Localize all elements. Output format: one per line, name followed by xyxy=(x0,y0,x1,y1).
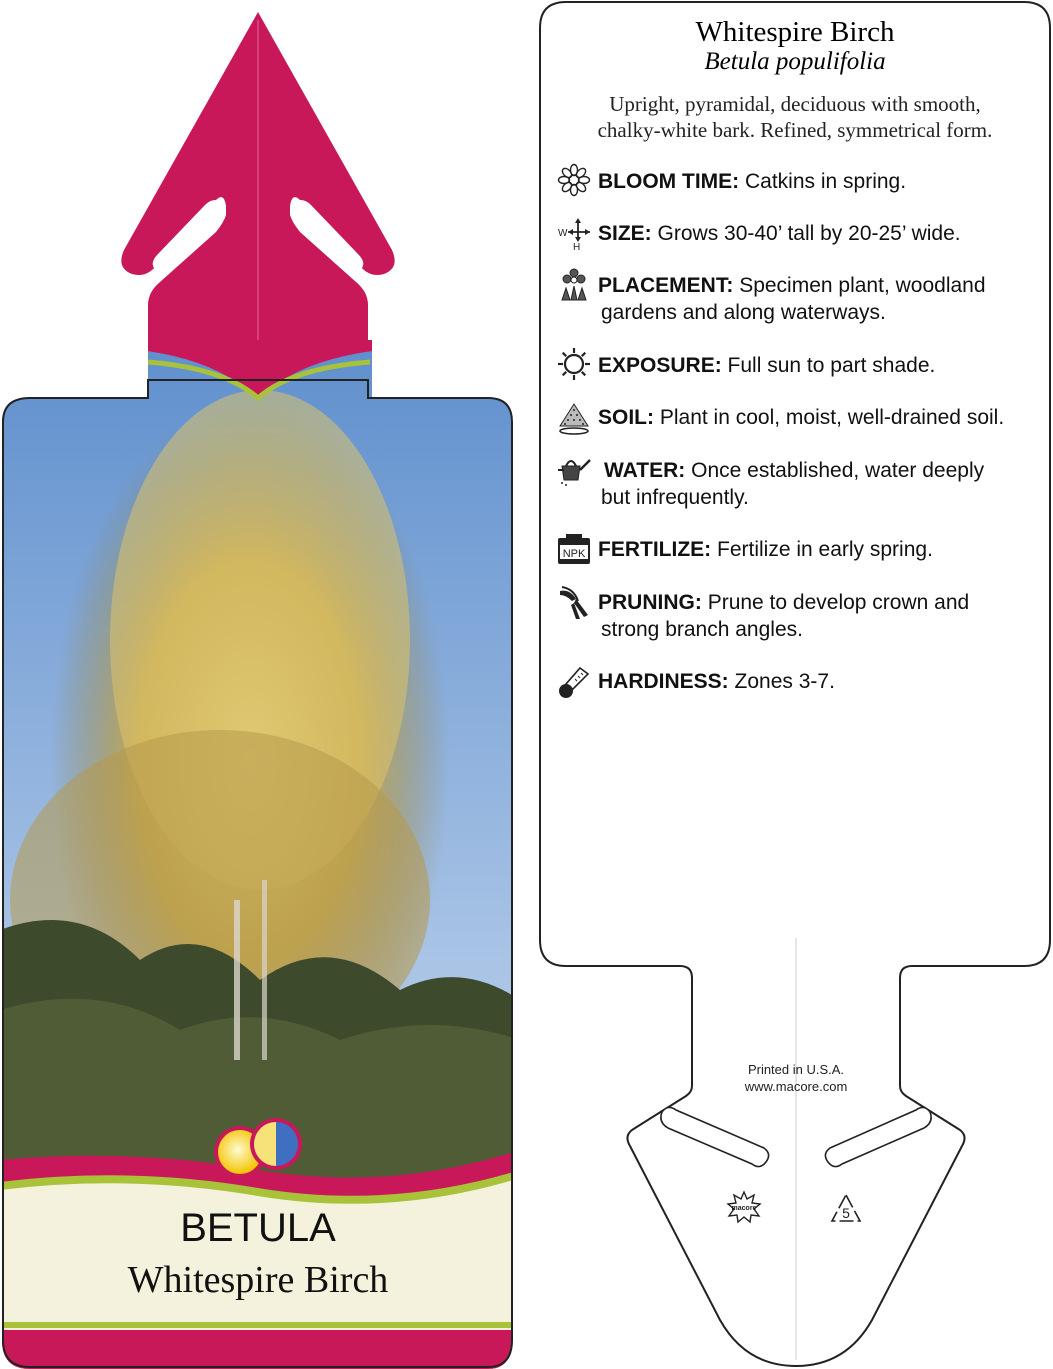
soil-icon xyxy=(556,400,592,436)
website-label: www.macore.com xyxy=(744,1079,848,1094)
watering-can-icon xyxy=(556,452,592,488)
info-text-cont: but infrequently. xyxy=(601,486,749,509)
description-line-1: Upright, pyramidal, deciduous with smooth, xyxy=(609,92,981,116)
pruners-icon xyxy=(556,585,592,621)
info-text: Catkins in spring. xyxy=(745,170,907,193)
info-label: SOIL: xyxy=(598,406,654,429)
info-placement xyxy=(598,272,986,326)
description-line-2: chalky-white bark. Refined, symmetrical form. xyxy=(597,118,993,142)
info-water xyxy=(601,457,985,511)
printed-label: Printed in U.S.A. xyxy=(747,1062,845,1077)
flower-icon xyxy=(556,162,592,198)
info-fertilize xyxy=(598,536,933,563)
info-size xyxy=(598,220,961,247)
info-bloom-time xyxy=(598,168,906,195)
recycle-icon xyxy=(828,1192,864,1226)
info-text: Full sun to part shade. xyxy=(727,354,936,377)
info-label: HARDINESS: xyxy=(598,670,729,693)
size-h-label: H xyxy=(573,242,581,250)
info-label: EXPOSURE: xyxy=(598,354,722,377)
info-label: WATER: xyxy=(604,459,686,482)
info-text: Zones 3-7. xyxy=(734,670,835,693)
info-soil xyxy=(598,404,1004,431)
info-hardiness xyxy=(598,668,835,695)
info-text: Grows 30-40’ tall by 20-25’ wide. xyxy=(657,222,961,245)
info-text: Fertilize in early spring. xyxy=(717,538,933,561)
info-pruning xyxy=(598,589,969,643)
sun-icon xyxy=(556,346,592,382)
recycle-number: 5 xyxy=(842,1205,850,1221)
back-botanical-name: Betula populifolia xyxy=(704,48,886,75)
info-label: PRUNING: xyxy=(598,591,702,614)
fertilizer-npk-icon xyxy=(556,532,592,568)
thermometer-icon xyxy=(556,664,592,700)
front-genus: BETULA xyxy=(180,1206,336,1250)
info-label: PLACEMENT: xyxy=(598,274,734,297)
info-text: Once established, water deeply xyxy=(691,459,985,482)
info-exposure xyxy=(598,352,935,379)
info-text: Prune to develop crown and xyxy=(707,591,970,614)
info-text: Plant in cool, moist, well-drained soil. xyxy=(659,406,1005,429)
macore-logo-text: macore xyxy=(731,1205,757,1212)
info-label: BLOOM TIME: xyxy=(598,170,740,193)
macore-logo-icon xyxy=(726,1190,762,1224)
npk-label: NPK xyxy=(562,548,586,560)
front-common-name: Whitespire Birch xyxy=(127,1259,389,1301)
size-arrows-icon xyxy=(556,214,592,250)
info-text-cont: gardens and along waterways. xyxy=(601,301,886,324)
info-label: SIZE: xyxy=(598,222,652,245)
size-w-label: W xyxy=(558,228,568,239)
plant-placement-icon xyxy=(556,266,592,302)
info-text: Specimen plant, woodland xyxy=(739,274,986,297)
info-label: FERTILIZE: xyxy=(598,538,712,561)
back-common-name: Whitespire Birch xyxy=(695,16,895,48)
info-text-cont: strong branch angles. xyxy=(601,618,803,641)
